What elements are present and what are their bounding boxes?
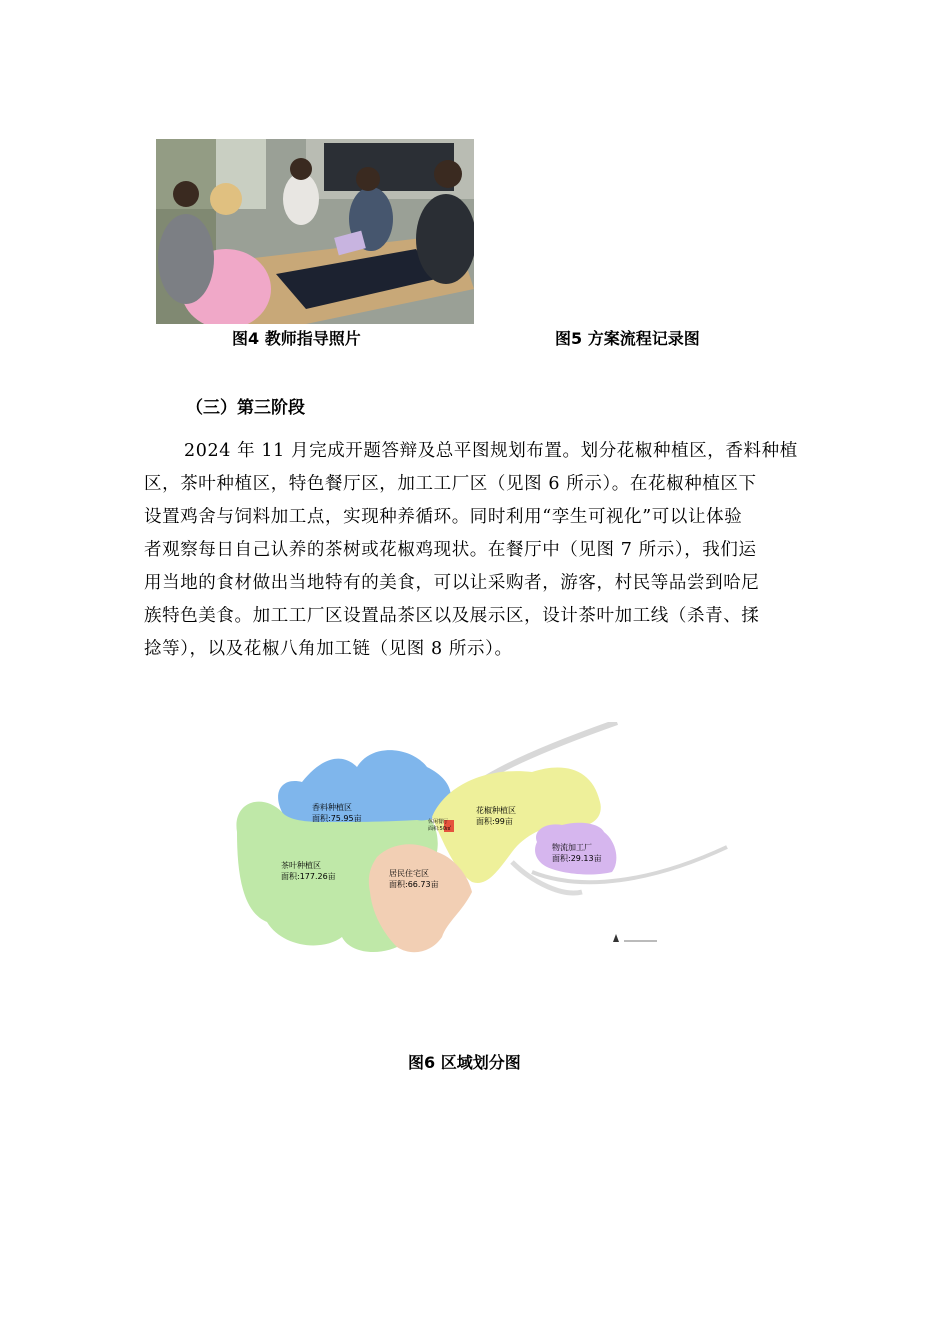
paragraph-line: 捻等），以及花椒八角加工链（见图 8 所示）。 xyxy=(144,639,513,659)
spice-zone xyxy=(278,750,451,822)
zone-area: 面积:99亩 xyxy=(476,817,513,826)
paragraph-line: 区，茶叶种植区，特色餐厅区，加工工厂区（见图 6 所示）。在花椒种植区下 xyxy=(144,474,757,494)
paragraph-line: 设置鸡舍与饲料加工点，实现种养循环。同时利用“孪生可视化”可以让体验 xyxy=(144,507,743,527)
photo-illustration xyxy=(156,139,474,324)
zone-area: 面积:177.26亩 xyxy=(281,872,336,881)
zone-label: 物流加工厂 xyxy=(552,843,592,852)
zone-label: 花椒种植区 xyxy=(476,806,516,815)
zone-label: 居民住宅区 xyxy=(389,869,429,878)
paragraph-line: 者观察每日自己认养的茶树或花椒鸡现状。在餐厅中（见图 7 所示），我们运 xyxy=(144,540,757,560)
section-heading: （三）第三阶段 xyxy=(186,398,305,418)
figure-6-caption: 图6 区域划分图 xyxy=(408,1053,521,1072)
zone-area: 面积:50㎡ xyxy=(428,826,452,832)
zone-area: 面积:29.13亩 xyxy=(552,854,602,863)
figure-4-caption: 图4 教师指导照片 xyxy=(232,329,361,348)
paragraph-line: 族特色美食。加工工厂区设置品茶区以及展示区，设计茶叶加工线（杀青、揉 xyxy=(144,606,760,626)
zoning-map xyxy=(232,722,732,962)
paragraph-line: 用当地的食材做出当地特有的美食，可以让采购者，游客，村民等品尝到哈尼 xyxy=(144,573,760,593)
zone-area: 面积:66.73亩 xyxy=(389,880,439,889)
zone-area: 面积:75.95亩 xyxy=(312,814,362,823)
zone-label: 休闲餐厅 xyxy=(428,819,449,825)
teacher-guidance-photo xyxy=(156,139,474,324)
paragraph-line: 2024 年 11 月完成开题答辩及总平图规划布置。划分花椒种植区，香料种植 xyxy=(184,441,798,461)
north-arrow-icon xyxy=(613,934,657,942)
zone-label: 茶叶种植区 xyxy=(281,861,321,870)
figure-5-caption: 图5 方案流程记录图 xyxy=(555,329,700,348)
zone-label: 香料种植区 xyxy=(312,803,352,812)
